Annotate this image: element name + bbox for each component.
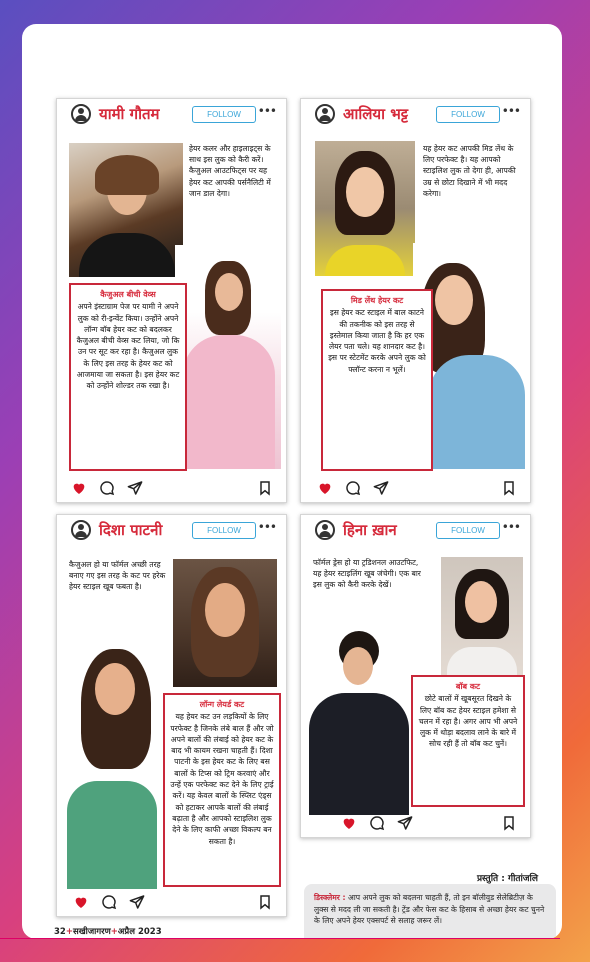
post-card-alia	[300, 98, 531, 503]
share-icon[interactable]	[129, 894, 145, 910]
post-card-disha	[56, 514, 287, 917]
comment-icon[interactable]	[345, 480, 361, 496]
tip-title: कैजुअल बीची वेव्स	[100, 290, 156, 299]
tip-title: लॉन्ग लेयर्ड कट	[199, 700, 245, 709]
magazine-page	[22, 24, 562, 939]
footer-divider	[0, 938, 560, 939]
tip-text: इस हेयर कट स्टाइल में बाल काटने की तकनीक को इस तरह से इस्तेमाल किया जाता है कि हर एक लेयर पता चले। यह शानदार कट है। इस पर स्टेटमेंट करके अपने लुक को फ्लॉन्ट करना न भूलें।	[328, 308, 426, 374]
tip-box	[163, 693, 281, 887]
post-card-yami	[56, 98, 287, 503]
photo-alia-small	[315, 141, 415, 276]
heart-icon[interactable]	[73, 894, 89, 910]
comment-icon[interactable]	[369, 815, 385, 831]
article-credit: प्रस्तुति : गीतांजलि	[476, 874, 538, 884]
photo-yami-small	[69, 143, 183, 277]
side-text: हेयर कलर और हाइलाइट्स के साथ इस लुक को कैरी करें। कैजुअल आउटफिट्स पर यह हेयर कट आपकी पर्सनैलिटी में जान डाल देगा।	[189, 144, 271, 198]
side-text: यह हेयर कट आपकी मिड लेंथ के लिए परफेक्ट है। यह आपको स्टाइलिश लुक तो देगा ही, आपकी उम्र से छोटा दिखाने में भी मदद करेगा।	[423, 144, 516, 198]
follow-button[interactable]: FOLLOW	[192, 522, 256, 539]
page-number: 32	[54, 927, 66, 937]
disclaimer-label: डिस्क्लेमर :	[314, 893, 346, 902]
tip-text: अपने इंस्टाग्राम पेज पर यामी ने अपने लुक को री-इन्वेंट किया। उन्होंने अपने लॉन्ग बॉब हेयर कट को बदलकर कैजुअल बीची वेव्स कट लिया, जो कि उन पर सूट कर रहा है। कैजुअल लुक के लिए इस तरह के हेयर कट को आजमाया जा सकता है। इस हेयर कट को उन्होंने शोल्डर तक रखा है।	[76, 302, 180, 391]
photo-disha-large	[61, 643, 171, 889]
profile-name[interactable]: आलिया भट्ट	[343, 105, 409, 123]
avatar-icon[interactable]	[315, 104, 335, 124]
avatar-icon[interactable]	[315, 520, 335, 540]
tip-box	[69, 283, 187, 471]
post-card-hina	[300, 514, 531, 838]
post-actions	[301, 474, 530, 502]
avatar-icon[interactable]	[71, 520, 91, 540]
photo-disha-small	[173, 559, 277, 687]
more-options-icon[interactable]: •••	[501, 520, 520, 534]
magazine-name: सखीजागरण	[72, 927, 111, 937]
post-actions	[301, 809, 530, 837]
post-actions	[57, 474, 286, 502]
post-header	[57, 99, 286, 129]
disclaimer-text: आप अपने लुक को बदलना चाहती हैं, तो इन बॉलीवुड सेलेब्रिटीज़ के लुक्स से मदद ली जा सकती है। ट्रेंड और फेस कट के हिसाब से अच्छा हेयर कट चुनने के लिए अपने हेयर एक्सपर्ट से सलाह जरूर लें।	[314, 893, 545, 925]
tip-text: यह हेयर कट उन लड़कियों के लिए परफेक्ट है जिनके लंबे बाल हैं और जो अपने बालों की लंबाई को हेयर कट के बाद भी कायम रखना चाहती हैं। दिशा पाटनी के इस हेयर कट के लिए बस बालों के टिप्स को ट्रिम करवाएं और उन्हें एक परफेक्ट कट देने के लिए ट्राई करें। यह केवल बालों के स्प्लिट एंड्स को हटाकर आपके बालों की लंबाई बढ़ाता है और आपको स्टाइलिश लुक देने के लिए काफी अच्छा विकल्प बन सकता है।	[170, 712, 274, 846]
tip-text: छोटे बालों में खूबसूरत दिखने के लिए बॉब कट हेयर स्टाइल हमेशा से चलन में रहा है। अगर आप भी अपने लुक में थोड़ा बदलाव लाने के बारे में सोच रही हैं तो बॉब कट चुनें।	[418, 694, 518, 749]
avatar-icon[interactable]	[71, 104, 91, 124]
tip-box	[321, 289, 433, 471]
profile-name[interactable]: दिशा पाटनी	[99, 521, 163, 539]
share-icon[interactable]	[127, 480, 143, 496]
profile-name[interactable]: यामी गौतम	[99, 105, 160, 123]
follow-button[interactable]: FOLLOW	[436, 522, 500, 539]
heart-icon[interactable]	[341, 815, 357, 831]
follow-button[interactable]: FOLLOW	[192, 106, 256, 123]
comment-icon[interactable]	[99, 480, 115, 496]
more-options-icon[interactable]: •••	[257, 520, 276, 534]
photo-yami-large	[175, 245, 281, 469]
tip-title: मिड लेंथ हेयर कट	[350, 296, 404, 305]
more-options-icon[interactable]: •••	[257, 104, 276, 118]
issue-month: अप्रैल 2023	[117, 927, 162, 937]
profile-name[interactable]: हिना ख़ान	[343, 521, 397, 539]
page-footer: 32+सखीजागरण+अप्रैल 2023	[54, 927, 162, 937]
more-options-icon[interactable]: •••	[501, 104, 520, 118]
side-text: फॉर्मल ड्रेस हो या ट्रडिशनल आउटफिट, यह हेयर स्टाइलिंग खूब जंचेगी। एक बार इस लुक को कैरी करके देखें।	[313, 558, 421, 590]
comment-icon[interactable]	[101, 894, 117, 910]
post-actions	[57, 888, 286, 916]
post-header	[57, 515, 286, 545]
post-header	[301, 99, 530, 129]
post-header	[301, 515, 530, 545]
bookmark-icon[interactable]	[501, 480, 517, 496]
side-text: कैजुअल हो या फॉर्मल अच्छी तरह बनाए गए इस तरह के कट पर हरेक हेयर स्टाइल खूब फबता है।	[69, 560, 166, 592]
disclaimer-box	[304, 884, 556, 939]
bookmark-icon[interactable]	[501, 815, 517, 831]
share-icon[interactable]	[373, 480, 389, 496]
tip-title: बॉब कट	[455, 682, 481, 691]
bookmark-icon[interactable]	[257, 894, 273, 910]
share-icon[interactable]	[397, 815, 413, 831]
heart-icon[interactable]	[71, 480, 87, 496]
photo-hina-large	[305, 625, 417, 815]
bookmark-icon[interactable]	[257, 480, 273, 496]
heart-icon[interactable]	[317, 480, 333, 496]
photo-hina-small	[441, 557, 523, 675]
follow-button[interactable]: FOLLOW	[436, 106, 500, 123]
tip-box	[411, 675, 525, 807]
